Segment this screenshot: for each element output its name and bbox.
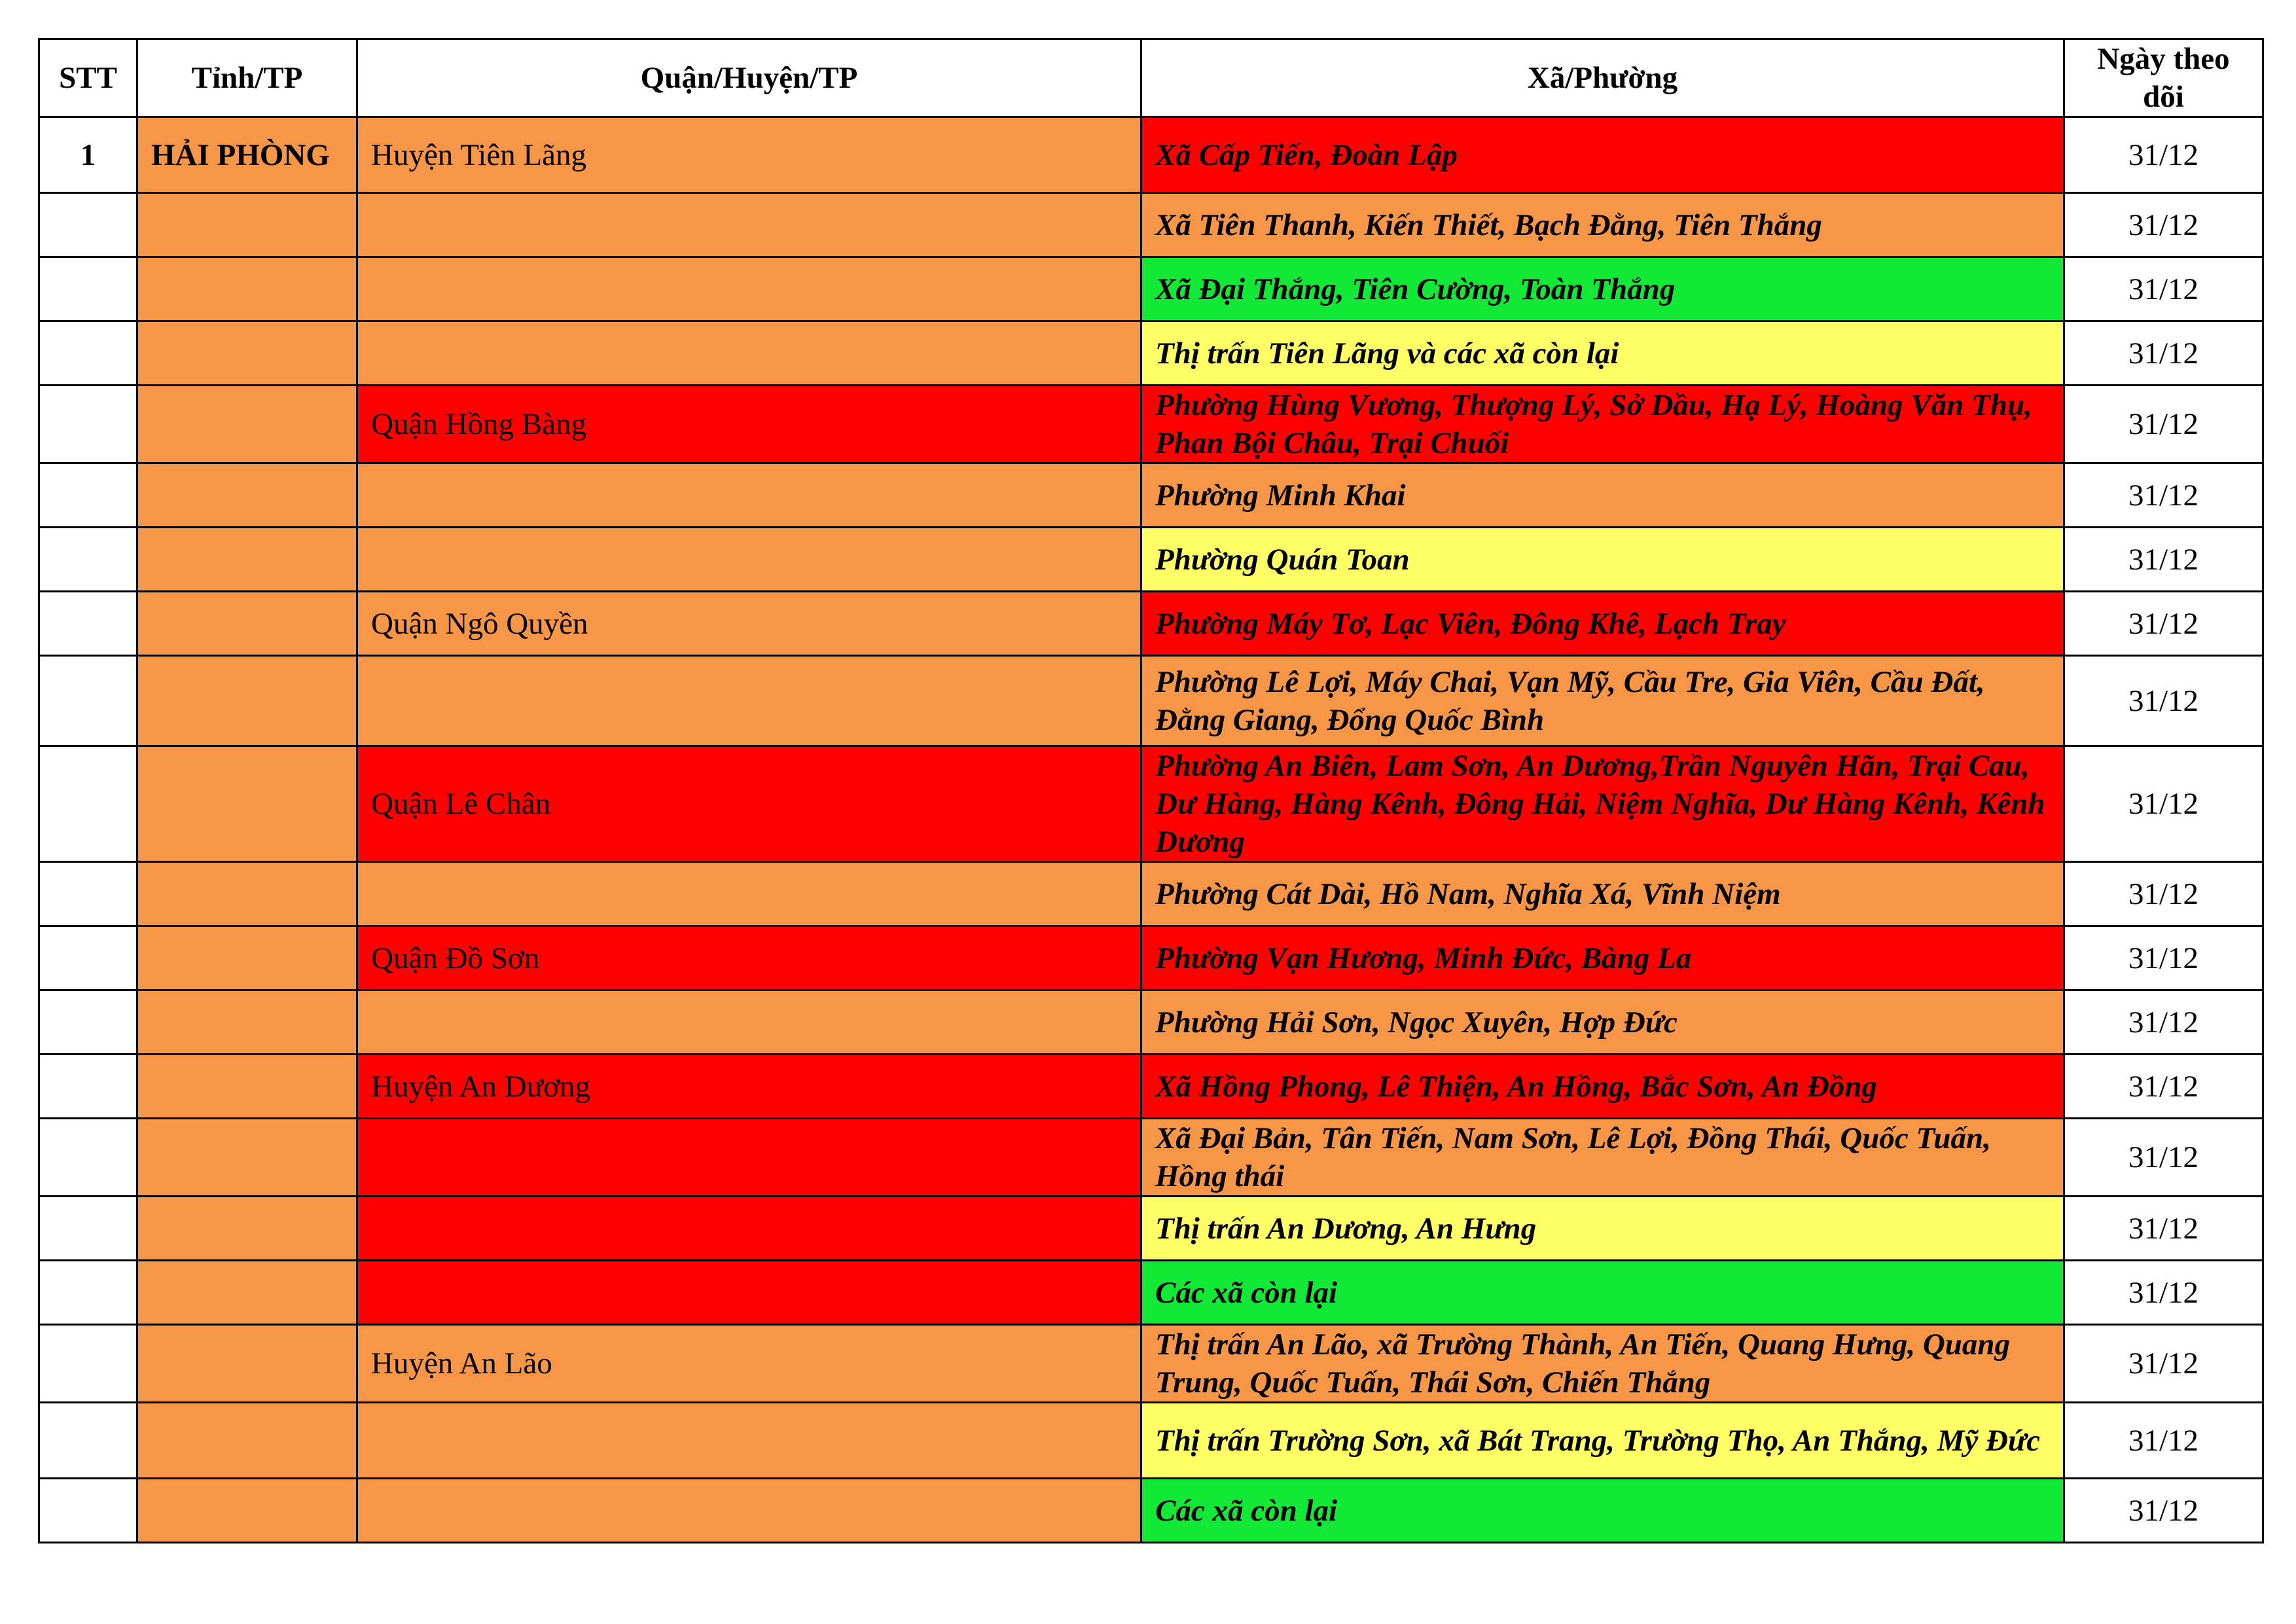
table-row [39,990,2263,1055]
cell-province [137,656,357,746]
cell-stt [39,926,137,990]
header-district: Quận/Huyện/TP [357,39,1141,117]
table-row [39,1403,2263,1479]
cell-district: Huyện An Lão [357,1325,1141,1403]
table-row [39,1325,2263,1403]
table-row [39,1261,2263,1325]
table-row [39,1119,2263,1197]
cell-ward: Phường Vạn Hương, Minh Đức, Bàng La [1141,926,2064,990]
cell-district [357,862,1141,926]
cell-stt [39,1261,137,1325]
cell-stt [39,1403,137,1479]
cell-date: 31/12 [2064,463,2263,528]
cell-date: 31/12 [2064,926,2263,990]
table-row [39,386,2263,463]
cell-district [357,1197,1141,1261]
cell-stt [39,1055,137,1119]
cell-district: Quận Hồng Bàng [357,386,1141,463]
cell-district [357,463,1141,528]
header-row [39,39,2263,117]
cell-date: 31/12 [2064,257,2263,321]
cell-stt [39,1325,137,1403]
cell-province [137,463,357,528]
cell-province [137,1055,357,1119]
table-row [39,1479,2263,1543]
cell-district [357,321,1141,386]
cell-district [357,1403,1141,1479]
cell-date: 31/12 [2064,117,2263,193]
cell-ward: Phường Quán Toan [1141,528,2064,592]
cell-district [357,257,1141,321]
cell-stt [39,321,137,386]
cell-date: 31/12 [2064,193,2263,257]
cell-province [137,1479,357,1543]
cell-stt [39,656,137,746]
cell-date: 31/12 [2064,592,2263,656]
cell-date: 31/12 [2064,862,2263,926]
cell-date: 31/12 [2064,321,2263,386]
cell-ward: Phường Hải Sơn, Ngọc Xuyên, Hợp Đức [1141,990,2064,1055]
cell-date: 31/12 [2064,990,2263,1055]
table-row [39,592,2263,656]
cell-province [137,1261,357,1325]
cell-date: 31/12 [2064,1403,2263,1479]
table-row [39,193,2263,257]
cell-ward: Xã Tiên Thanh, Kiến Thiết, Bạch Đằng, Tiên Thắng [1141,193,2064,257]
table-row [39,926,2263,990]
cell-stt [39,990,137,1055]
cell-province [137,592,357,656]
cell-province [137,990,357,1055]
cell-ward: Phường Máy Tơ, Lạc Viên, Đông Khê, Lạch Tray [1141,592,2064,656]
cell-ward: Thị trấn An Dương, An Hưng [1141,1197,2064,1261]
cell-district [357,1479,1141,1543]
table-row [39,656,2263,746]
table-row [39,746,2263,862]
cell-stt [39,257,137,321]
cell-ward: Phường Minh Khai [1141,463,2064,528]
cell-ward: Phường An Biên, Lam Sơn, An Dương,Trần Nguyên Hãn, Trại Cau, Dư Hàng, Hàng Kênh, Đông Hải, Niệm Nghĩa, Dư Hàng Kênh, Kênh Dương [1141,746,2064,862]
cell-province: HẢI PHÒNG [137,117,357,193]
cell-province [137,862,357,926]
table-row [39,1055,2263,1119]
cell-date: 31/12 [2064,1197,2263,1261]
cell-date: 31/12 [2064,1479,2263,1543]
cell-district [357,193,1141,257]
cell-ward: Xã Hồng Phong, Lê Thiện, An Hồng, Bắc Sơn, An Đồng [1141,1055,2064,1119]
cell-province [137,746,357,862]
cell-district: Quận Ngô Quyền [357,592,1141,656]
cell-date: 31/12 [2064,528,2263,592]
cell-province [137,257,357,321]
cell-stt [39,746,137,862]
cell-date: 31/12 [2064,746,2263,862]
cell-date: 31/12 [2064,656,2263,746]
cell-province [137,1325,357,1403]
cell-stt [39,463,137,528]
table-row [39,463,2263,528]
table-row [39,117,2263,193]
cell-ward: Phường Cát Dài, Hồ Nam, Nghĩa Xá, Vĩnh Niệm [1141,862,2064,926]
cell-stt [39,862,137,926]
cell-stt [39,528,137,592]
cell-date: 31/12 [2064,1055,2263,1119]
cell-ward: Phường Lê Lợi, Máy Chai, Vạn Mỹ, Cầu Tre, Gia Viên, Cầu Đất, Đằng Giang, Đổng Quốc Bình [1141,656,2064,746]
cell-ward: Các xã còn lại [1141,1479,2064,1543]
table-row [39,257,2263,321]
cell-date: 31/12 [2064,1261,2263,1325]
cell-district: Huyện An Dương [357,1055,1141,1119]
cell-province [137,926,357,990]
cell-stt [39,193,137,257]
cell-district: Quận Đồ Sơn [357,926,1141,990]
cell-ward: Phường Hùng Vương, Thượng Lý, Sở Dầu, Hạ Lý, Hoàng Văn Thụ, Phan Bội Châu, Trại Chuối [1141,386,2064,463]
cell-ward: Thị trấn An Lão, xã Trường Thành, An Tiến, Quang Hưng, Quang Trung, Quốc Tuấn, Thái Sơn, Chiến Thắng [1141,1325,2064,1403]
cell-date: 31/12 [2064,386,2263,463]
cell-stt [39,386,137,463]
cell-province [137,1119,357,1197]
cell-ward: Xã Cấp Tiến, Đoàn Lập [1141,117,2064,193]
cell-stt [39,1197,137,1261]
table-row [39,1197,2263,1261]
cell-district [357,990,1141,1055]
cell-province [137,1197,357,1261]
cell-province [137,386,357,463]
cell-ward: Thị trấn Tiên Lãng và các xã còn lại [1141,321,2064,386]
table-row [39,321,2263,386]
cell-stt [39,1119,137,1197]
header-date: Ngày theo dõi [2064,39,2263,117]
table-row [39,862,2263,926]
cell-date: 31/12 [2064,1119,2263,1197]
cell-district: Huyện Tiên Lãng [357,117,1141,193]
cell-date: 31/12 [2064,1325,2263,1403]
cell-province [137,528,357,592]
header-ward: Xã/Phường [1141,39,2064,117]
header-province: Tỉnh/TP [137,39,357,117]
cell-ward: Các xã còn lại [1141,1261,2064,1325]
cell-stt [39,1479,137,1543]
cell-district [357,1119,1141,1197]
covid-level-table [38,38,2264,1543]
cell-district [357,528,1141,592]
header-stt: STT [39,39,137,117]
cell-stt: 1 [39,117,137,193]
cell-ward: Xã Đại Thắng, Tiên Cường, Toàn Thắng [1141,257,2064,321]
cell-ward: Xã Đại Bản, Tân Tiến, Nam Sơn, Lê Lợi, Đồng Thái, Quốc Tuấn, Hồng thái [1141,1119,2064,1197]
cell-ward: Thị trấn Trường Sơn, xã Bát Trang, Trường Thọ, An Thắng, Mỹ Đức [1141,1403,2064,1479]
cell-province [137,321,357,386]
table-row [39,528,2263,592]
cell-district [357,656,1141,746]
cell-district: Quận Lê Chân [357,746,1141,862]
cell-stt [39,592,137,656]
cell-province [137,1403,357,1479]
cell-province [137,193,357,257]
cell-district [357,1261,1141,1325]
